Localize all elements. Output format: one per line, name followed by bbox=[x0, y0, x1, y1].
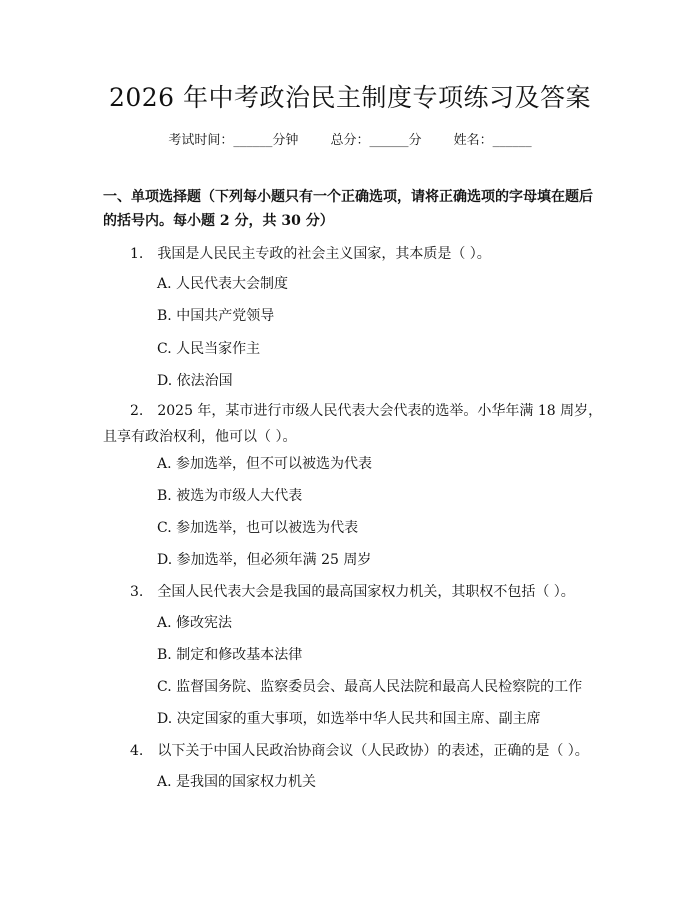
question-2-stem: 2. 2025 年，某市进行市级人民代表大会代表的选举。小华年满 18 周岁，且享有政治权利，他可以（ ）。 bbox=[103, 403, 603, 445]
question-3-option-b: B. 制定和修改基本法律 bbox=[157, 647, 303, 663]
question-1-option-b: B. 中国共产党领导 bbox=[157, 308, 275, 324]
exam-time-field: 考试时间：______分钟 bbox=[168, 133, 299, 148]
question-2-option-c: C. 参加选举，也可以被选为代表 bbox=[157, 520, 359, 536]
question-1-option-d: D. 依法治国 bbox=[157, 373, 233, 389]
question-2-option-d: D. 参加选举，但必须年满 25 周岁 bbox=[157, 552, 372, 568]
total-score-field: 总分：______分 bbox=[330, 133, 422, 148]
question-1-option-c: C. 人民当家作主 bbox=[157, 341, 261, 357]
question-2-option-b: B. 被选为市级人大代表 bbox=[157, 488, 303, 504]
question-3-option-a: A. 修改宪法 bbox=[157, 615, 233, 631]
question-3-option-c: C. 监督国务院、监察委员会、最高人民法院和最高人民检察院的工作 bbox=[157, 679, 583, 695]
question-4-option-a: A. 是我国的国家权力机关 bbox=[157, 774, 317, 790]
question-3-option-d: D. 决定国家的重大事项，如选举中华人民共和国主席、副主席 bbox=[157, 711, 541, 727]
question-4-stem: 4. 以下关于中国人民政治协商会议（人民政协）的表述，正确的是（ ）。 bbox=[130, 743, 589, 759]
question-2-option-a: A. 参加选举，但不可以被选为代表 bbox=[157, 456, 373, 472]
exam-info-line bbox=[0, 130, 700, 152]
question-1-stem: 1. 我国是人民民主专政的社会主义国家，其本质是（ ）。 bbox=[130, 246, 491, 262]
section-heading-single-choice: 一、单项选择题（下列每小题只有一个正确选项，请将正确选项的字母填在题后的括号内。每小题 2 分，共 30 分） bbox=[103, 189, 593, 229]
question-3-stem: 3. 全国人民代表大会是我国的最高国家权力机关，其职权不包括（ ）。 bbox=[130, 584, 575, 600]
student-name-field: 姓名：______ bbox=[453, 133, 532, 148]
document-title: 2026 年中考政治民主制度专项练习及答案 bbox=[108, 83, 592, 112]
question-1-option-a: A. 人民代表大会制度 bbox=[157, 276, 289, 292]
